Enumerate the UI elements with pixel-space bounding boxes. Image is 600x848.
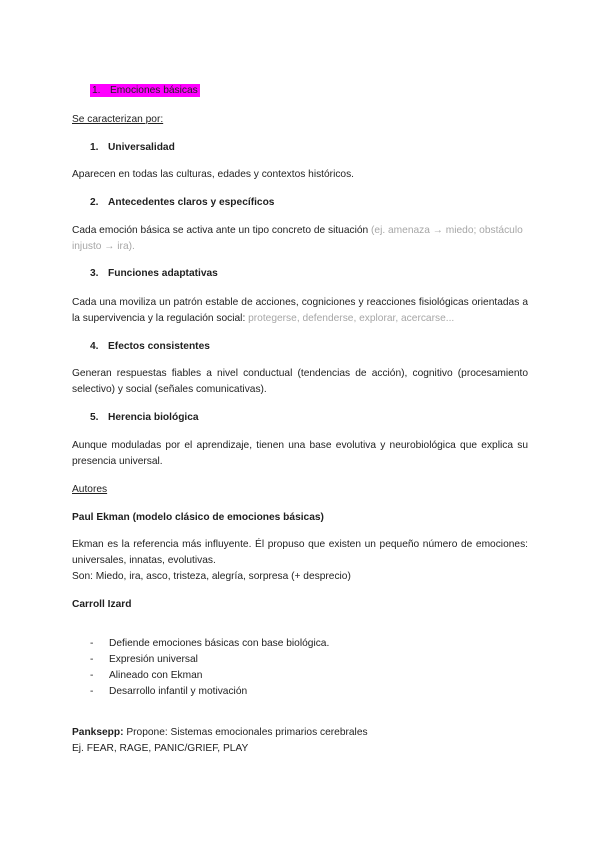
authors-heading: Autores <box>72 484 108 495</box>
item-body <box>72 167 528 183</box>
bullet-dash: - <box>90 670 94 681</box>
izard-title: Carroll Izard <box>72 599 132 610</box>
item-title: Funciones adaptativas <box>108 268 218 279</box>
item-body-text: Generan respuestas fiables a nivel conductual (tendencias de acción), cognitivo (procesamiento selectivo) y social (señales comunicativas). <box>72 368 528 395</box>
section-heading <box>90 83 200 99</box>
list-item-text: Alineado con Ekman <box>109 670 203 681</box>
section-number: 1. <box>92 85 101 96</box>
item-heading <box>90 140 175 156</box>
item-number: 1. <box>90 142 99 153</box>
list-item-text: Expresión universal <box>109 654 198 665</box>
item-number: 4. <box>90 341 99 352</box>
list-item <box>90 636 329 652</box>
item-body-text: Cada una moviliza un patrón estable de acciones, cogniciones y reacciones fisiológicas orientadas a la supervivencia y la regulación social: <box>72 297 528 324</box>
item-body-text: Aunque moduladas por el aprendizaje, tienen una base evolutiva y neurobiológica que explica su presencia universal. <box>72 440 528 467</box>
panksepp-name: Panksepp: <box>72 727 124 738</box>
item-body <box>72 295 528 327</box>
bullet-dash: - <box>90 654 94 665</box>
bullet-dash: - <box>90 686 94 697</box>
item-title: Herencia biológica <box>108 412 199 423</box>
section-highlight <box>90 84 200 97</box>
item-title: Universalidad <box>108 142 175 153</box>
item-body <box>72 438 528 470</box>
item-number: 2. <box>90 197 99 208</box>
item-body-text: Cada emoción básica se activa ante un tipo concreto de situación <box>72 225 372 236</box>
list-item <box>90 684 247 700</box>
item-body-text: Aparecen en todas las culturas, edades y contextos históricos. <box>72 169 355 180</box>
item-title: Efectos consistentes <box>108 341 210 352</box>
bullet-dash: - <box>90 638 94 649</box>
list-item-text: Defiende emociones básicas con base biológica. <box>109 638 330 649</box>
item-heading <box>90 339 210 355</box>
ekman-title: Paul Ekman (modelo clásico de emociones básicas) <box>72 512 324 523</box>
item-heading <box>90 266 218 282</box>
item-heading <box>90 195 274 211</box>
panksepp-text: Propone: Sistemas emocionales primarios cerebrales <box>123 727 368 738</box>
item-body <box>72 223 528 255</box>
list-item <box>90 668 202 684</box>
item-number: 5. <box>90 412 99 423</box>
section-title: Emociones básicas <box>110 85 198 96</box>
ekman-description: Ekman es la referencia más influyente. Él propuso que existen un pequeño número de emociones: universales, innatas, evolutivas. <box>72 539 528 566</box>
item-heading <box>90 410 199 426</box>
list-item <box>90 652 198 668</box>
item-number: 3. <box>90 268 99 279</box>
panksepp-example: Ej. FEAR, RAGE, PANIC/GRIEF, PLAY <box>72 743 249 754</box>
item-body <box>72 366 528 398</box>
ekman-emotions: Son: Miedo, ira, asco, tristeza, alegría, sorpresa (+ desprecio) <box>72 571 351 582</box>
item-example-text: (ej. amenaza → miedo; obstáculo injusto → ira). <box>72 225 523 252</box>
item-example-text: protegerse, defenderse, explorar, acercarse... <box>248 313 455 324</box>
panksepp-line <box>72 725 528 741</box>
item-title: Antecedentes claros y específicos <box>108 197 275 208</box>
intro-text: Se caracterizan por: <box>72 114 164 125</box>
list-item-text: Desarrollo infantil y motivación <box>109 686 248 697</box>
